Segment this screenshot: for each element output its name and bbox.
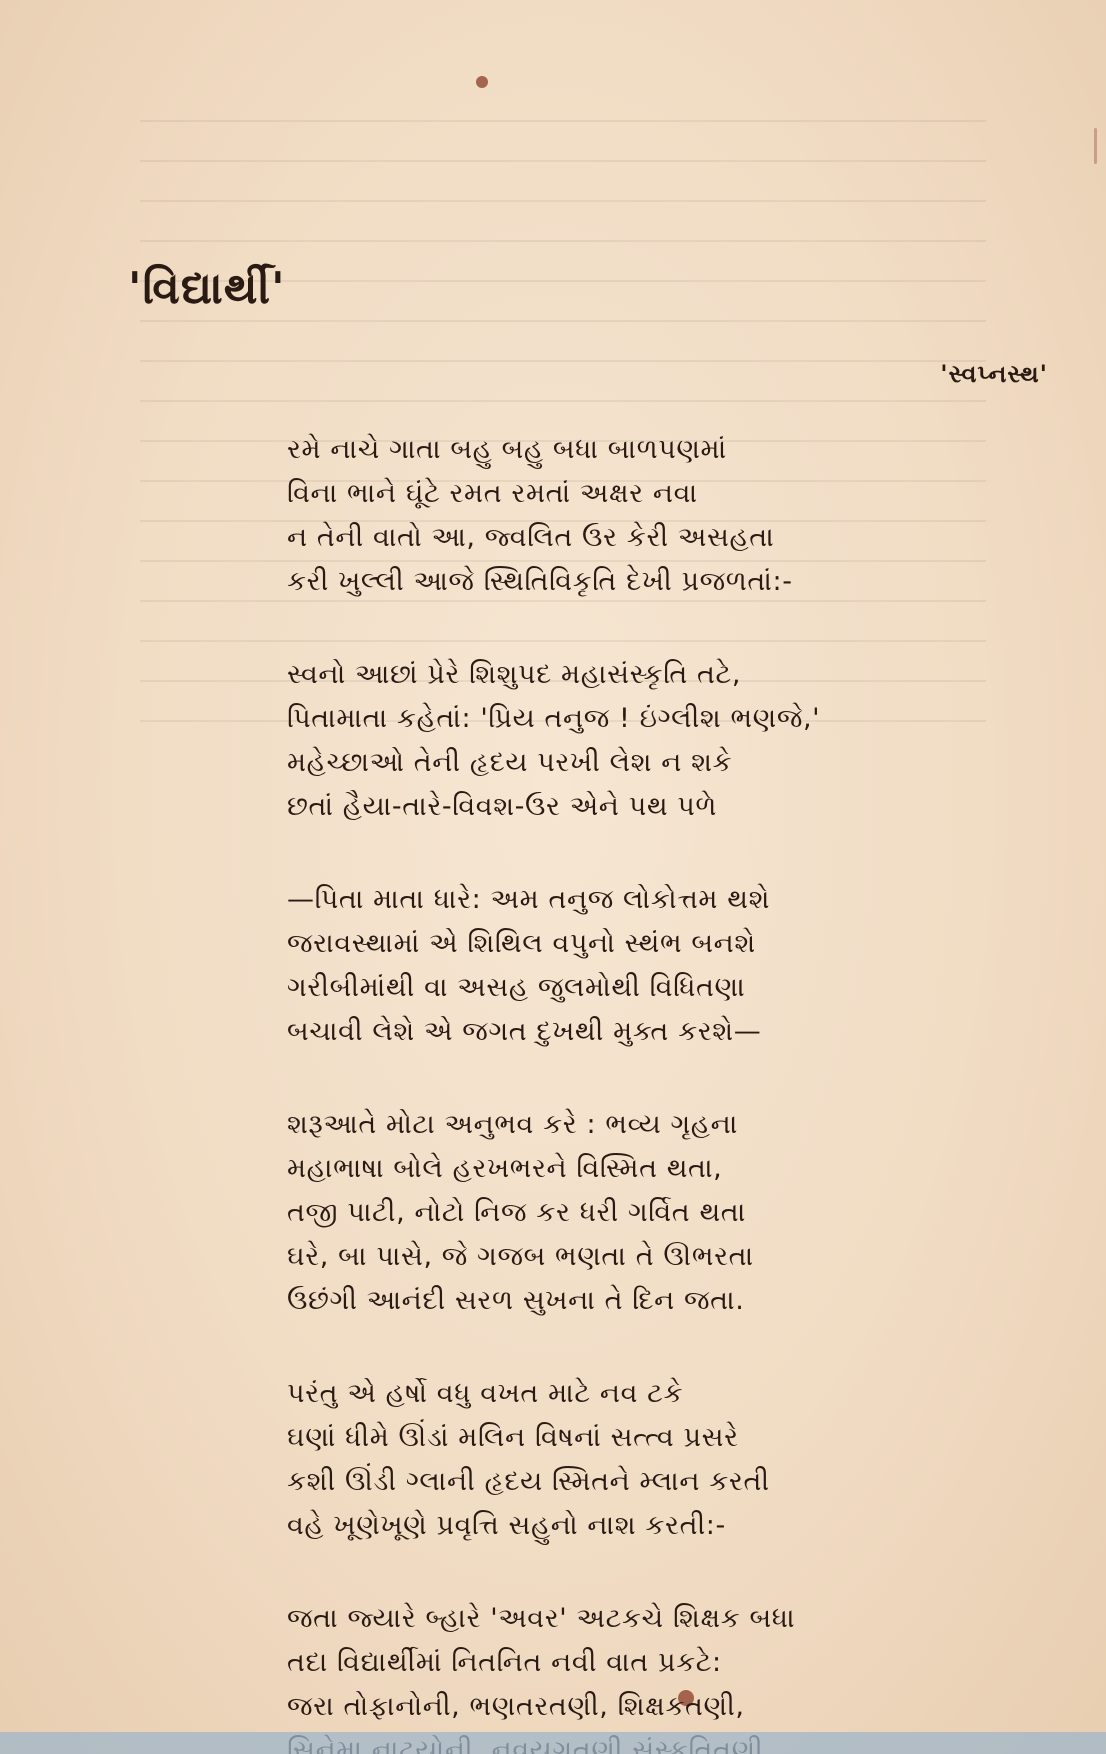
poem-line: જતા જ્યારે બ્હારે 'અવર' અટકચે શિક્ષક બધા xyxy=(287,1603,796,1634)
poem-line: ઘણાં ધીમે ઊંડાં મલિન વિષનાં સત્ત્વ પ્રસરે xyxy=(287,1422,739,1453)
poem-author: 'સ્વપ્નસ્થ' xyxy=(940,360,1048,388)
poem-line: ઉછંગી આનંદી સરળ સુખના તે દિન જતા. xyxy=(287,1285,745,1316)
poem-title: 'વિદ્યાર્થી' xyxy=(128,263,286,314)
poem-line: જરા તોફાનોની, ભણતરતણી, શિક્ષકતણી, xyxy=(287,1691,745,1722)
stanza xyxy=(287,878,892,1054)
poem-line: રમે નાચે ગાતા બહુ બહુ બધા બાળપણમાં xyxy=(287,434,727,465)
poem-line: જરાવસ્થામાં એ શિથિલ વપુનો સ્થંભ બનશે xyxy=(287,928,756,959)
poem-line: કશી ઊંડી ગ્લાની હૃદય સ્મિતને મ્લાન કરતી xyxy=(287,1466,770,1497)
poem-line: વિના ભાને ઘૂંટે રમત રમતાં અક્ષર નવા xyxy=(287,478,698,509)
poem-line: મહેચ્છાઓ તેની હૃદય પરખી લેશ ન શકે xyxy=(287,747,733,778)
poem-body xyxy=(287,428,892,1754)
poem-line: સ્વનો આછાં પ્રેરે શિશુપદ મહાસંસ્કૃતિ તટે, xyxy=(287,659,741,690)
poem-line: વહે ખૂણેખૂણે પ્રવૃત્તિ સહુનો નાશ કરતી:- xyxy=(287,1510,726,1541)
poem-line: —પિતા માતા ધારે: અમ તનુજ લોકોત્તમ થશે xyxy=(287,884,770,915)
poem-line: કરી ખુલ્લી આજે સ્થિતિવિકૃતિ દેખી પ્રજળતાં:- xyxy=(287,566,793,597)
poem-line: મહાભાષા બોલે હરખભરને વિસ્મિત થતા, xyxy=(287,1153,723,1184)
poem-line: ઘરે, બા પાસે, જે ગજબ ભણતા તે ઊભરતા xyxy=(287,1241,754,1272)
ink-spot xyxy=(476,76,488,88)
poem-line: ન તેની વાતો આ, જ્વલિત ઉર કેરી અસહતા xyxy=(287,522,775,553)
stanza xyxy=(287,1103,892,1323)
stanza xyxy=(287,1372,892,1548)
poem-line: તજી પાટી, નોટો નિજ કર ધરી ગર્વિત થતા xyxy=(287,1197,746,1228)
page-edge-mark xyxy=(1094,128,1097,164)
poem-line: પિતામાતા કહેતાં: 'પ્રિય તનુજ ! ઇંગ્લીશ ભણજે,' xyxy=(287,703,821,734)
scan-edge xyxy=(0,1732,1106,1754)
poem-line: શરૂઆતે મોટા અનુભવ કરે : ભવ્ય ગૃહના xyxy=(287,1109,738,1140)
stanza xyxy=(287,653,892,829)
poem-line: ગરીબીમાંથી વા અસહ જુલમોથી વિધિતણા xyxy=(287,972,746,1003)
poem-line: પરંતુ એ હર્ષો વધુ વખત માટે નવ ટકે xyxy=(287,1378,684,1409)
poem-line: તદા વિદ્યાર્થીમાં નિતનિત નવી વાત પ્રકટે: xyxy=(287,1647,722,1678)
poem-line: બચાવી લેશે એ જગત દુખથી મુક્ત કરશે— xyxy=(287,1016,762,1047)
stanza xyxy=(287,428,892,604)
poem-line: છતાં હૈયા-તારે-વિવશ-ઉર એને પથ પળે xyxy=(287,791,718,822)
stanza xyxy=(287,1597,892,1754)
